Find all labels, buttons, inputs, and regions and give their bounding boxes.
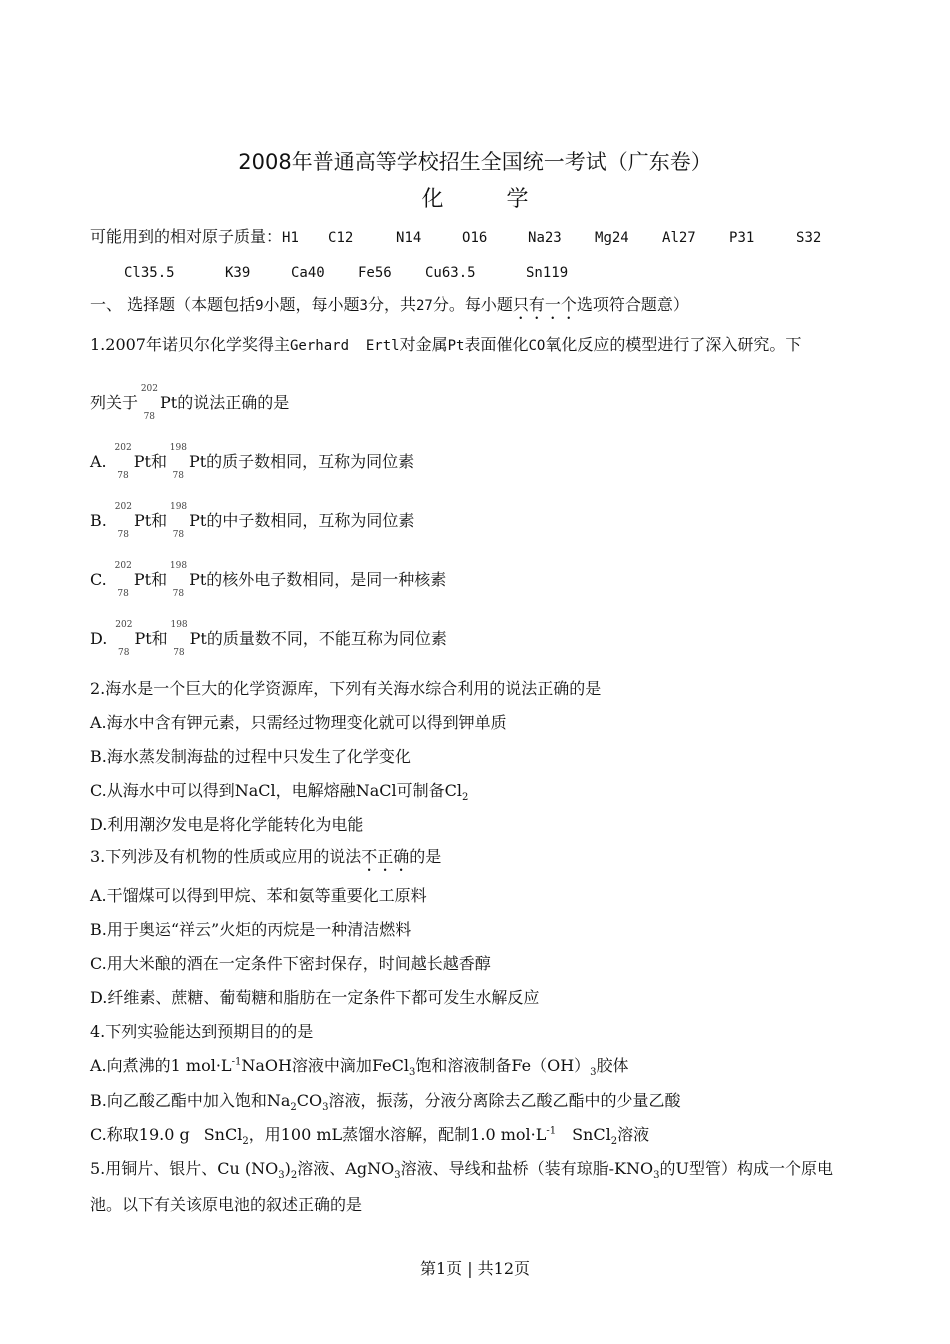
q2-option-c — [90, 778, 468, 803]
mass-number: 202 — [114, 443, 132, 453]
q5-text: 溶液、 — [297, 1159, 346, 1178]
subscript: 3 — [322, 1102, 329, 1114]
isotope-notation — [112, 502, 132, 540]
q1-option-c — [90, 561, 447, 599]
formula: U — [675, 1159, 689, 1178]
q4-stem: 4.下列实验能达到预期目的的是 — [90, 1022, 314, 1041]
option-text: 的质子数相同，互称为同位素 — [206, 452, 415, 471]
q3-option-d: D.纤维素、蔗糖、葡萄糖和脂肪在一定条件下都可发生水解反应 — [90, 988, 540, 1007]
q1-text: 和 — [150, 452, 167, 471]
atomic-mass: Sn119 — [526, 265, 569, 281]
mass-number: 198 — [169, 443, 187, 453]
isotope-notation — [168, 620, 188, 658]
q1-name: Gerhard Ertl — [290, 338, 400, 354]
section-heading — [90, 292, 689, 323]
atomic-mass-row-1 — [90, 224, 821, 247]
q1-stem-line2 — [90, 384, 290, 422]
subscript: 3 — [394, 1170, 401, 1182]
mass-number: 198 — [170, 620, 188, 630]
option-text: ，用 — [248, 1125, 281, 1144]
formula: Fe（OH） — [511, 1056, 591, 1075]
exam-title: 2008年普通高等学校招生全国统一考试（广东卷） — [238, 150, 712, 174]
isotope-notation — [138, 384, 159, 422]
formula: 1.0 mol·L — [470, 1125, 547, 1144]
quantity: 19.0 g — [138, 1125, 190, 1144]
atomic-mass: O16 — [462, 230, 488, 246]
q4-option-b — [90, 1088, 681, 1113]
option-letter: A. — [90, 452, 107, 471]
option-text: A.向煮沸的 — [90, 1056, 171, 1075]
formula: Cl — [444, 781, 462, 800]
formula: NaOH — [241, 1056, 292, 1075]
element-symbol: Pt — [133, 511, 152, 530]
atomic-mass: Mg24 — [595, 230, 629, 246]
section-emphasis: 只有一个 — [512, 295, 577, 314]
mass-number: 202 — [115, 620, 133, 630]
q2-stem: 2.海水是一个巨大的化学资源库，下列有关海水综合利用的说法正确的是 — [90, 679, 602, 698]
option-text: 蒸馏水溶解，配制 — [342, 1125, 471, 1144]
mass-number: 202 — [114, 561, 132, 571]
q2-option-b: B.海水蒸发制海盐的过程中只发生了化学变化 — [90, 747, 411, 766]
option-text: 溶液 — [617, 1125, 650, 1144]
atomic-number: 78 — [117, 471, 129, 481]
formula: SnCl — [203, 1125, 243, 1144]
formula: 1 mol·L — [170, 1056, 232, 1075]
q1-stem-line1 — [90, 332, 801, 355]
q1-text: 和 — [151, 629, 168, 648]
atomic-mass: Ca40 — [291, 265, 325, 281]
q5-text: 溶液、导线和盐桥（装有琼脂- — [400, 1159, 615, 1178]
option-text: 溶液，振荡，分液分离除去乙酸乙酯中的少量乙酸 — [328, 1091, 681, 1110]
isotope-notation — [167, 443, 187, 481]
formula: NaCl — [234, 781, 276, 800]
q1-text: 和 — [151, 511, 168, 530]
q3-text: 3.下列涉及有机物的性质或应用的说法 — [90, 847, 362, 866]
q1-text: 列关于 — [90, 393, 139, 412]
mass-number: 202 — [140, 384, 159, 394]
option-text: ，电解熔融 — [275, 781, 356, 800]
atomic-mass: S32 — [796, 230, 822, 246]
atomic-number: 78 — [172, 530, 185, 540]
atomic-mass: K39 — [225, 265, 251, 281]
element-symbol: Pt — [189, 511, 207, 530]
formula: AgNO — [345, 1159, 395, 1178]
q5-stem-line2: 池。以下有关该原电池的叙述正确的是 — [90, 1195, 363, 1214]
mass-number: 202 — [114, 502, 132, 512]
q5-stem-line1 — [90, 1156, 833, 1181]
section-total: 27 — [416, 298, 433, 314]
isotope-notation — [112, 561, 132, 599]
q3-text: 的是 — [409, 847, 442, 866]
option-text: 胶体 — [596, 1056, 629, 1075]
atomic-mass: Al27 — [662, 230, 696, 246]
element-symbol: Pt — [188, 452, 207, 471]
q3-option-a: A.干馏煤可以得到甲烷、苯和氨等重要化工原料 — [90, 886, 427, 905]
page-footer: 第1页 | 共12页 — [419, 1259, 531, 1278]
atomic-mass: Cu63.5 — [425, 265, 476, 281]
q3-emphasis: 不正确 — [361, 847, 410, 866]
formula: Na — [266, 1091, 291, 1110]
isotope-notation — [167, 561, 188, 599]
atomic-mass: C12 — [328, 230, 354, 246]
q5-text: 的 — [659, 1159, 676, 1178]
isotope-notation — [167, 502, 188, 540]
option-letter: B. — [90, 511, 107, 530]
q5-text: 5.用铜片、银片、 — [90, 1159, 218, 1178]
atomic-number: 78 — [117, 589, 129, 599]
superscript: -1 — [546, 1125, 557, 1137]
subscript: 2 — [610, 1136, 618, 1148]
element-symbol: Pt — [189, 629, 207, 648]
q2-option-d: D.利用潮汐发电是将化学能转化为电能 — [90, 815, 364, 834]
formula: Cu (NO — [217, 1159, 279, 1178]
subscript: 2 — [461, 792, 469, 804]
option-letter: C. — [90, 570, 107, 589]
mass-number: 198 — [169, 561, 188, 571]
subscript: 3 — [590, 1067, 597, 1079]
subject-title: 化 学 — [421, 187, 557, 212]
q1-text: 氧化反应的模型进行了深入研究。下 — [545, 335, 802, 354]
atomic-mass: N14 — [396, 230, 422, 246]
option-text: C.称取 — [90, 1125, 139, 1144]
formula: CO — [296, 1091, 323, 1110]
subscript: 2 — [290, 1102, 297, 1114]
subscript: 2 — [242, 1136, 249, 1148]
atomic-number: 78 — [117, 648, 130, 658]
section-text: 分。每小题 — [432, 295, 513, 314]
q1-text: 表面催化 — [464, 335, 529, 354]
element-symbol: Pt — [133, 452, 151, 471]
option-letter: D. — [90, 629, 108, 648]
atomic-mass: Na23 — [528, 230, 562, 246]
section-text: 选项符合题意） — [576, 295, 689, 314]
superscript: -1 — [231, 1056, 242, 1068]
element-symbol: Pt — [189, 570, 207, 589]
q1-text: 1.2007年诺贝尔化学奖得主 — [90, 335, 290, 354]
section-text: 分，共 — [367, 295, 416, 314]
section-count: 9 — [255, 298, 264, 314]
q1-text: 和 — [151, 570, 168, 589]
subscript: 3 — [653, 1170, 660, 1182]
isotope-notation — [112, 443, 132, 481]
q1-option-d — [90, 620, 447, 658]
atomic-number: 78 — [117, 530, 129, 540]
subscript: 2 — [290, 1170, 298, 1182]
element-symbol: Pt — [133, 570, 152, 589]
section-points: 3 — [359, 298, 368, 314]
formula: ) — [284, 1159, 291, 1178]
q3-option-b: B.用于奥运“祥云”火炬的丙烷是一种清洁燃料 — [90, 920, 412, 939]
q5-text: 型管）构成一个原电 — [688, 1159, 833, 1178]
q4-option-c — [90, 1122, 649, 1147]
q1-option-a — [90, 443, 415, 481]
section-text: 一、 选择题（本题包括 — [90, 295, 256, 314]
q1-co: CO — [528, 338, 546, 354]
formula: KNO — [614, 1159, 654, 1178]
subscript: 3 — [409, 1067, 416, 1079]
section-text: 小题，每小题 — [263, 295, 360, 314]
q3-option-c: C.用大米酿的酒在一定条件下密封保存，时间越长越香醇 — [90, 954, 491, 973]
formula: NaCl — [355, 781, 397, 800]
atomic-mass: Cl35.5 — [124, 265, 175, 281]
option-text: B.向乙酸乙酯中加入饱和 — [90, 1091, 267, 1110]
formula: SnCl — [572, 1125, 611, 1144]
atomic-mass: P31 — [729, 230, 755, 246]
mass-number: 198 — [169, 502, 188, 512]
option-text: C.从海水中可以得到 — [90, 781, 235, 800]
element-symbol: Pt — [134, 629, 152, 648]
q1-text: 的说法正确的是 — [177, 393, 290, 412]
quantity: 100 mL — [280, 1125, 343, 1144]
atomic-number: 78 — [143, 412, 156, 422]
option-text: 溶液中滴加 — [291, 1056, 372, 1075]
option-text: 饱和溶液制备 — [415, 1056, 512, 1075]
q1-text: 对金属 — [399, 335, 448, 354]
atomic-number: 78 — [172, 589, 185, 599]
q1-pt: Pt — [447, 338, 465, 354]
atomic-number: 78 — [172, 471, 184, 481]
q2-option-a: A.海水中含有钾元素，只需经过物理变化就可以得到钾单质 — [90, 713, 507, 732]
formula: FeCl — [371, 1056, 409, 1075]
option-text: 的核外电子数相同，是同一种核素 — [206, 570, 447, 589]
q1-option-b — [90, 502, 415, 540]
atomic-mass-label: 可能用到的相对原子质量： — [90, 227, 283, 246]
atomic-mass: Fe56 — [358, 265, 392, 281]
subscript: 3 — [278, 1170, 285, 1182]
isotope-notation — [112, 620, 133, 658]
option-text: 的中子数相同，互称为同位素 — [206, 511, 415, 530]
atomic-number: 78 — [173, 648, 185, 658]
element-symbol: Pt — [160, 393, 178, 412]
option-text: 可制备 — [396, 781, 445, 800]
q4-option-a — [90, 1053, 629, 1078]
atomic-mass-row-2 — [124, 262, 568, 281]
option-text: 的质量数不同，不能互称为同位素 — [206, 629, 447, 648]
atomic-mass: H1 — [282, 230, 299, 246]
q3-stem — [90, 844, 441, 875]
